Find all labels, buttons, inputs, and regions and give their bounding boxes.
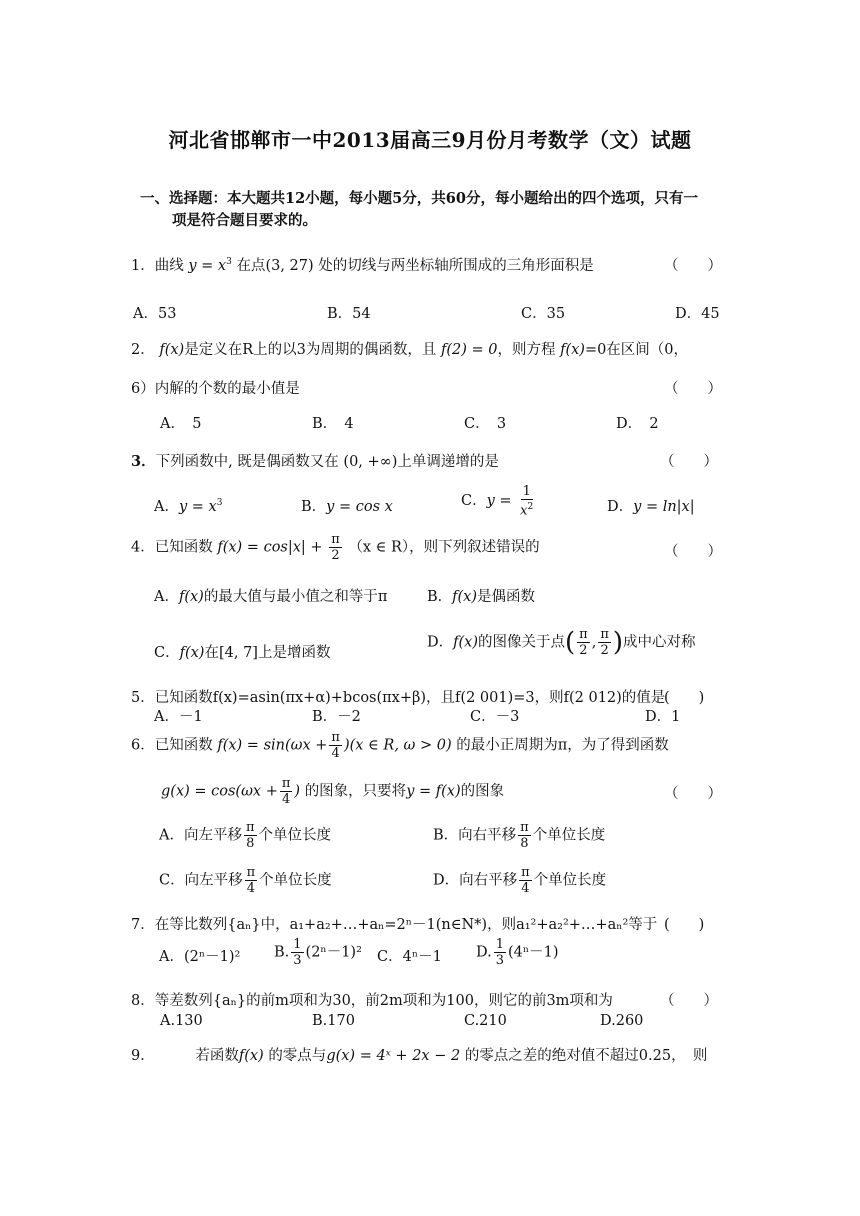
q1-option-a: A．53 — [133, 306, 177, 322]
q1-curve: y = x — [188, 258, 227, 274]
fraction-numerator: π — [281, 776, 291, 791]
q6-text-1: 已知函数 — [154, 737, 213, 754]
question-7 — [131, 913, 657, 934]
option-label: C． — [461, 493, 487, 510]
option-text: (4ⁿ－1) — [508, 944, 559, 961]
q2-text-1: 是定义在R上的以3为周期的偶函数，且 — [184, 342, 437, 358]
option-label: D. — [476, 944, 492, 961]
question-8 — [131, 989, 613, 1010]
q2-function-2: f(x) — [560, 342, 585, 358]
fraction-denominator — [518, 500, 535, 518]
q3-option-b — [301, 495, 393, 516]
option-text: B．向右平移 — [433, 827, 517, 844]
q2-text-3: =0在区间（0， — [584, 342, 689, 358]
option-unit: 个单位长度 — [259, 872, 332, 889]
option-expr: y = cos x — [326, 499, 393, 515]
option-label: B． — [301, 499, 327, 515]
fraction-numerator: π — [600, 627, 609, 642]
q1-option-d: D．45 — [675, 306, 720, 322]
q7-option-b — [274, 937, 362, 968]
q7-option-d — [476, 937, 559, 968]
option-text: 的最大值与最小值之和等于π — [203, 589, 388, 605]
q6-g-tail: ) — [294, 783, 301, 800]
fraction-denominator: 4 — [281, 792, 291, 807]
q1-option-c: C．35 — [521, 306, 566, 322]
left-paren: ( — [565, 627, 576, 658]
question-number: 3． — [131, 453, 156, 470]
answer-blank: （ ） — [664, 786, 722, 802]
option-label: D． — [607, 499, 634, 515]
answer-blank: （ ） — [660, 454, 718, 470]
fraction-denominator: 8 — [520, 836, 529, 851]
option-label: A． — [154, 499, 179, 515]
q9-g-function: g(x) = 4ˣ + 2x − 2 — [326, 1048, 461, 1064]
q3-interval: (0, +∞) — [343, 454, 398, 470]
q7-option-a: A．(2ⁿ－1)² — [159, 949, 241, 965]
q2-function: f(x) — [159, 342, 185, 358]
question-2-line2: 6）内解的个数的最小值是 — [131, 381, 300, 397]
q1-text-post: 处的切线与两坐标轴所围成的三角形面积是 — [318, 258, 594, 274]
q2-option-d: D． 2 — [616, 416, 659, 432]
q9-text-3: 的零点之差的绝对值不超过0.25， 则 — [464, 1048, 708, 1064]
q6-option-d — [433, 865, 606, 896]
option-function: f(x) — [179, 645, 205, 661]
q4-text-2: 则下列叙述错误的 — [423, 539, 540, 556]
q4-option-c — [154, 641, 330, 662]
section-heading-line2: 项是符合题目要求的。 — [172, 212, 317, 229]
question-5 — [131, 686, 665, 707]
option-function: f(x) — [452, 589, 478, 605]
question-4 — [131, 532, 540, 563]
fraction-numerator: π — [245, 820, 255, 835]
q4-function: f(x) = cos|x| + — [217, 539, 323, 556]
option-label: A． — [154, 589, 179, 605]
answer-blank: （ ） — [664, 381, 722, 397]
q2-option-a: A． 5 — [160, 416, 202, 432]
q1-text-mid: 在点 — [236, 258, 266, 274]
option-function: f(x) — [178, 589, 204, 605]
option-text: D．向右平移 — [433, 872, 518, 889]
answer-blank: （ ） — [664, 258, 722, 274]
question-6-line2 — [161, 776, 504, 807]
q7-text: 在等比数列{aₙ}中，a₁+a₂+…+aₙ=2ⁿ－1(n∈N*)，则a₁²+a₂²+…+aₙ²等于 — [154, 917, 658, 933]
fraction-numerator: 1 — [293, 937, 302, 952]
fraction-numerator: π — [331, 730, 340, 745]
q1-option-b: B．54 — [327, 306, 371, 322]
q4-domain: （x ∈ R）， — [348, 539, 424, 556]
question-number: 4． — [131, 539, 155, 556]
q2-text-2: ，则方程 — [497, 342, 556, 358]
q4-text-1: 已知函数 — [154, 539, 213, 556]
q1-text-pre: 曲线 — [154, 258, 184, 274]
option-expr: y = ln|x| — [633, 499, 695, 515]
option-function: f(x) — [453, 634, 478, 651]
q3-option-c — [461, 484, 537, 518]
option-text-2: 成中心对称 — [623, 634, 696, 651]
option-interval: [4, 7] — [218, 645, 258, 661]
option-expr: y = x — [178, 499, 217, 515]
fraction-numerator: π — [331, 532, 340, 547]
option-label: D． — [427, 634, 454, 651]
answer-blank: （ ） — [664, 544, 722, 560]
q6-text-4: 的图象 — [460, 783, 505, 800]
fraction-pi-over-4 — [329, 730, 342, 761]
option-text: C．向左平移 — [159, 872, 243, 889]
q5-option-c: C．－3 — [470, 709, 520, 725]
fraction-pi-over-2 — [598, 627, 611, 658]
fraction-numerator: π — [521, 865, 530, 880]
fraction-denominator: 8 — [246, 836, 255, 851]
question-2 — [131, 338, 688, 359]
question-9 — [131, 1044, 707, 1065]
q5-option-a: A．－1 — [154, 709, 203, 725]
q5-option-b: B．－2 — [312, 709, 361, 725]
option-exponent: 3 — [216, 498, 223, 509]
q9-text-2: 的零点与 — [268, 1048, 327, 1064]
q8-option-c: C.210 — [464, 1013, 507, 1029]
q6-function: f(x) = sin(ωx + — [217, 737, 328, 754]
question-6 — [131, 730, 669, 761]
option-expr: y = — [486, 493, 512, 510]
fraction — [244, 820, 257, 851]
denominator-var: x — [520, 503, 528, 519]
question-number: 2． — [131, 342, 155, 358]
option-label: B. — [274, 944, 290, 961]
q8-option-b: B.170 — [312, 1013, 355, 1029]
answer-blank: ( ) — [664, 917, 705, 933]
q5-text: 已知函数f(x)=asin(πx+α)+bcos(πx+β)，且f(2 001)=3，则f(2 012)的值是 — [154, 690, 666, 706]
question-number: 6． — [131, 737, 155, 754]
q2-condition: f(2) = 0 — [440, 342, 498, 358]
option-text: 在 — [204, 645, 219, 661]
question-number: 1． — [131, 258, 155, 274]
option-text: (2ⁿ－1)² — [305, 944, 362, 961]
fraction-one-third — [494, 937, 506, 968]
page-title: 河北省邯郸市一中2013届高三9月份月考数学（文）试题 — [168, 128, 692, 152]
q3-option-a — [154, 495, 222, 516]
option-unit: 个单位长度 — [532, 827, 606, 844]
q6-function-tail: )(x ∈ R, ω > 0) — [343, 737, 452, 754]
q5-option-d: D．1 — [645, 709, 681, 725]
fraction-denominator: 2 — [600, 643, 609, 658]
q1-point: (3, 27) — [265, 258, 314, 274]
section-heading-line1: 一、选择题：本大题共12小题，每小题5分，共60分，每小题给出的四个选项，只有一 — [140, 190, 698, 207]
section-heading — [140, 188, 740, 232]
fraction-denominator: 4 — [521, 881, 530, 896]
fraction-denominator: 3 — [293, 953, 302, 968]
q7-option-c: C．4ⁿ－1 — [377, 949, 442, 965]
q4-option-a — [154, 585, 387, 606]
answer-blank: （ ） — [660, 993, 718, 1009]
denominator-exponent: 2 — [527, 502, 534, 512]
fraction-numerator: 1 — [495, 937, 504, 952]
option-unit: 个单位长度 — [258, 827, 332, 844]
question-number: 5． — [131, 690, 155, 706]
option-text: A．向左平移 — [159, 827, 242, 844]
fraction — [245, 865, 258, 896]
fraction-numerator: π — [579, 627, 588, 642]
fraction-pi-over-2 — [577, 627, 590, 658]
fraction-denominator: 2 — [331, 548, 340, 563]
option-text: 是偶函数 — [477, 589, 536, 605]
fraction-numerator: π — [246, 865, 256, 880]
fraction-numerator: 1 — [522, 484, 531, 499]
question-number: 9． — [131, 1048, 155, 1064]
q2-option-b: B． 4 — [312, 416, 354, 432]
q2-option-c: C． 3 — [464, 416, 507, 432]
fraction-one-third — [291, 937, 303, 968]
q4-option-b — [427, 585, 535, 606]
q9-function: f(x) — [238, 1048, 264, 1064]
fraction — [519, 865, 532, 896]
q1-exponent: 3 — [226, 257, 232, 268]
fraction-pi-over-2 — [329, 532, 342, 563]
q8-option-d: D.260 — [600, 1013, 644, 1029]
option-label: B． — [427, 589, 453, 605]
option-text: 的图像关于点 — [478, 634, 565, 651]
q6-text-2: 的最小正周期为π，为了得到函数 — [456, 737, 669, 754]
q6-text-3: 的图象，只要将 — [304, 783, 407, 800]
fraction — [518, 484, 535, 518]
q4-option-d: D．f(x)的图像关于点( $\frac{\pi}{2}$ , $\frac{\pi}{2}$ )成中心对称 — [427, 627, 696, 658]
option-label: C． — [154, 645, 180, 661]
right-paren: ) — [612, 627, 624, 658]
q3-text-1: 下列函数中, 既是偶函数又在 — [155, 454, 339, 470]
q6-yf: y = f(x) — [406, 783, 461, 800]
fraction-denominator: 2 — [579, 643, 588, 658]
q8-option-a: A.130 — [160, 1013, 203, 1029]
q6-g-function: g(x) = cos(ωx + — [161, 783, 278, 800]
option-text-2: 上是增函数 — [257, 645, 331, 661]
question-number: 7． — [131, 917, 155, 933]
option-unit: 个单位长度 — [533, 872, 607, 889]
q3-text-2: 上单调递增的是 — [397, 454, 499, 470]
fraction — [518, 820, 531, 851]
fraction-pi-over-4 — [280, 776, 293, 807]
fraction-denominator: 4 — [331, 746, 340, 761]
fraction-numerator: π — [520, 820, 529, 835]
q3-option-d — [607, 495, 695, 516]
q6-option-c — [159, 865, 332, 896]
fraction-denominator: 3 — [495, 953, 504, 968]
q8-text: 等差数列{aₙ}的前m项和为30，前2m项和为100，则它的前3m项和为 — [154, 993, 613, 1009]
question-number: 8． — [131, 993, 155, 1009]
q6-option-a — [159, 820, 331, 851]
fraction-denominator: 4 — [246, 881, 256, 896]
question-3 — [131, 450, 499, 471]
q6-option-b — [433, 820, 605, 851]
question-1 — [131, 254, 594, 275]
q9-text-1: 若函数 — [195, 1048, 239, 1064]
answer-blank: ( ) — [664, 690, 705, 706]
